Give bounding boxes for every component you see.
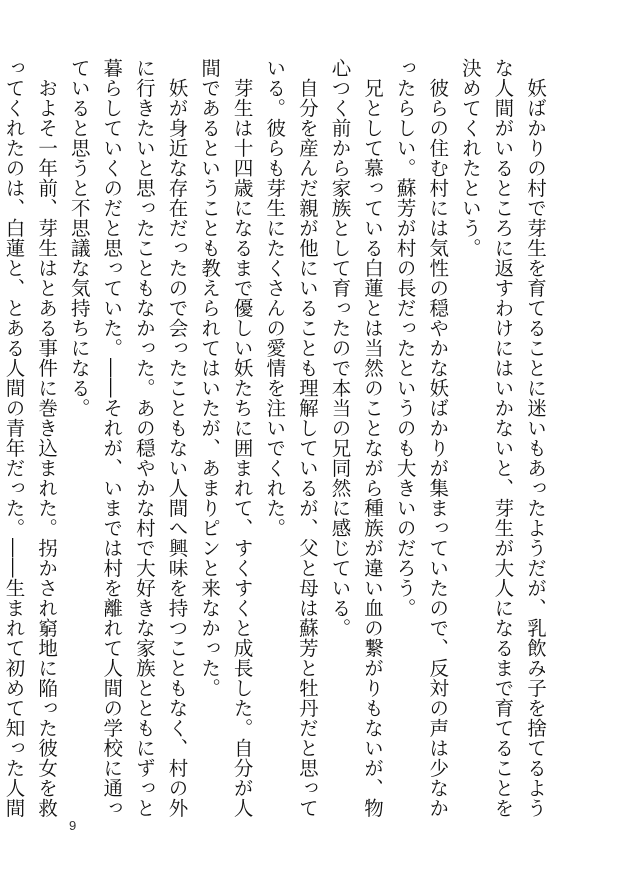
paragraph: 彼らの住む村には気性の穏やかな妖ばかりが集まっていたので、反対の声は少なかったらしい。蘇芳が村の長だったというのも大きいのだろう。 bbox=[393, 58, 450, 818]
paragraph: およそ一年前、芽生はとある事件に巻き込まれた。拐かされ窮地に陥った彼女を救ってくれたのは、白蓮と、とある人間の青年だった。――生まれて初めて知った人間 bbox=[2, 58, 59, 818]
paragraph: 妖ばかりの村で芽生を育てることに迷いもあったようだが、乳飲み子を捨てるような人間がいるところに返すわけにはいかないと、芽生が大人になるまで育てることを決めてくれたという。 bbox=[458, 58, 547, 818]
page-number: 9 bbox=[69, 818, 77, 833]
paragraph: 芽生は十四歳になるまで優しい妖たちに囲まれて、すくすくと成長した。自分が人間であるということも教えられてはいたが、あまりピンと来なかった。 bbox=[198, 58, 254, 818]
paragraph: 兄として慕っている白蓮とは当然のことながら種族が違い血の繋がりもないが、物心つく前から家族として育ったので本当の兄同然に感じている。 bbox=[328, 58, 385, 818]
body-text bbox=[2, 58, 551, 818]
paragraph: 妖が身近な存在だったので会ったこともない人間へ興味を持つこともなく、村の外に行きたいと思ったこともなかった。あの穏やかな村で大好きな家族とともにずっと暮らしていくのだと思っていた。――それが、いまでは村を離れて人間の学校に通っていると思うと不思議な気持ちになる。 bbox=[67, 58, 189, 818]
paragraph: 自分を産んだ親が他にいることも理解しているが、父と母は蘇芳と牡丹だと思っている。彼らも芽生にたくさんの愛情を注いでくれた。 bbox=[263, 58, 319, 818]
